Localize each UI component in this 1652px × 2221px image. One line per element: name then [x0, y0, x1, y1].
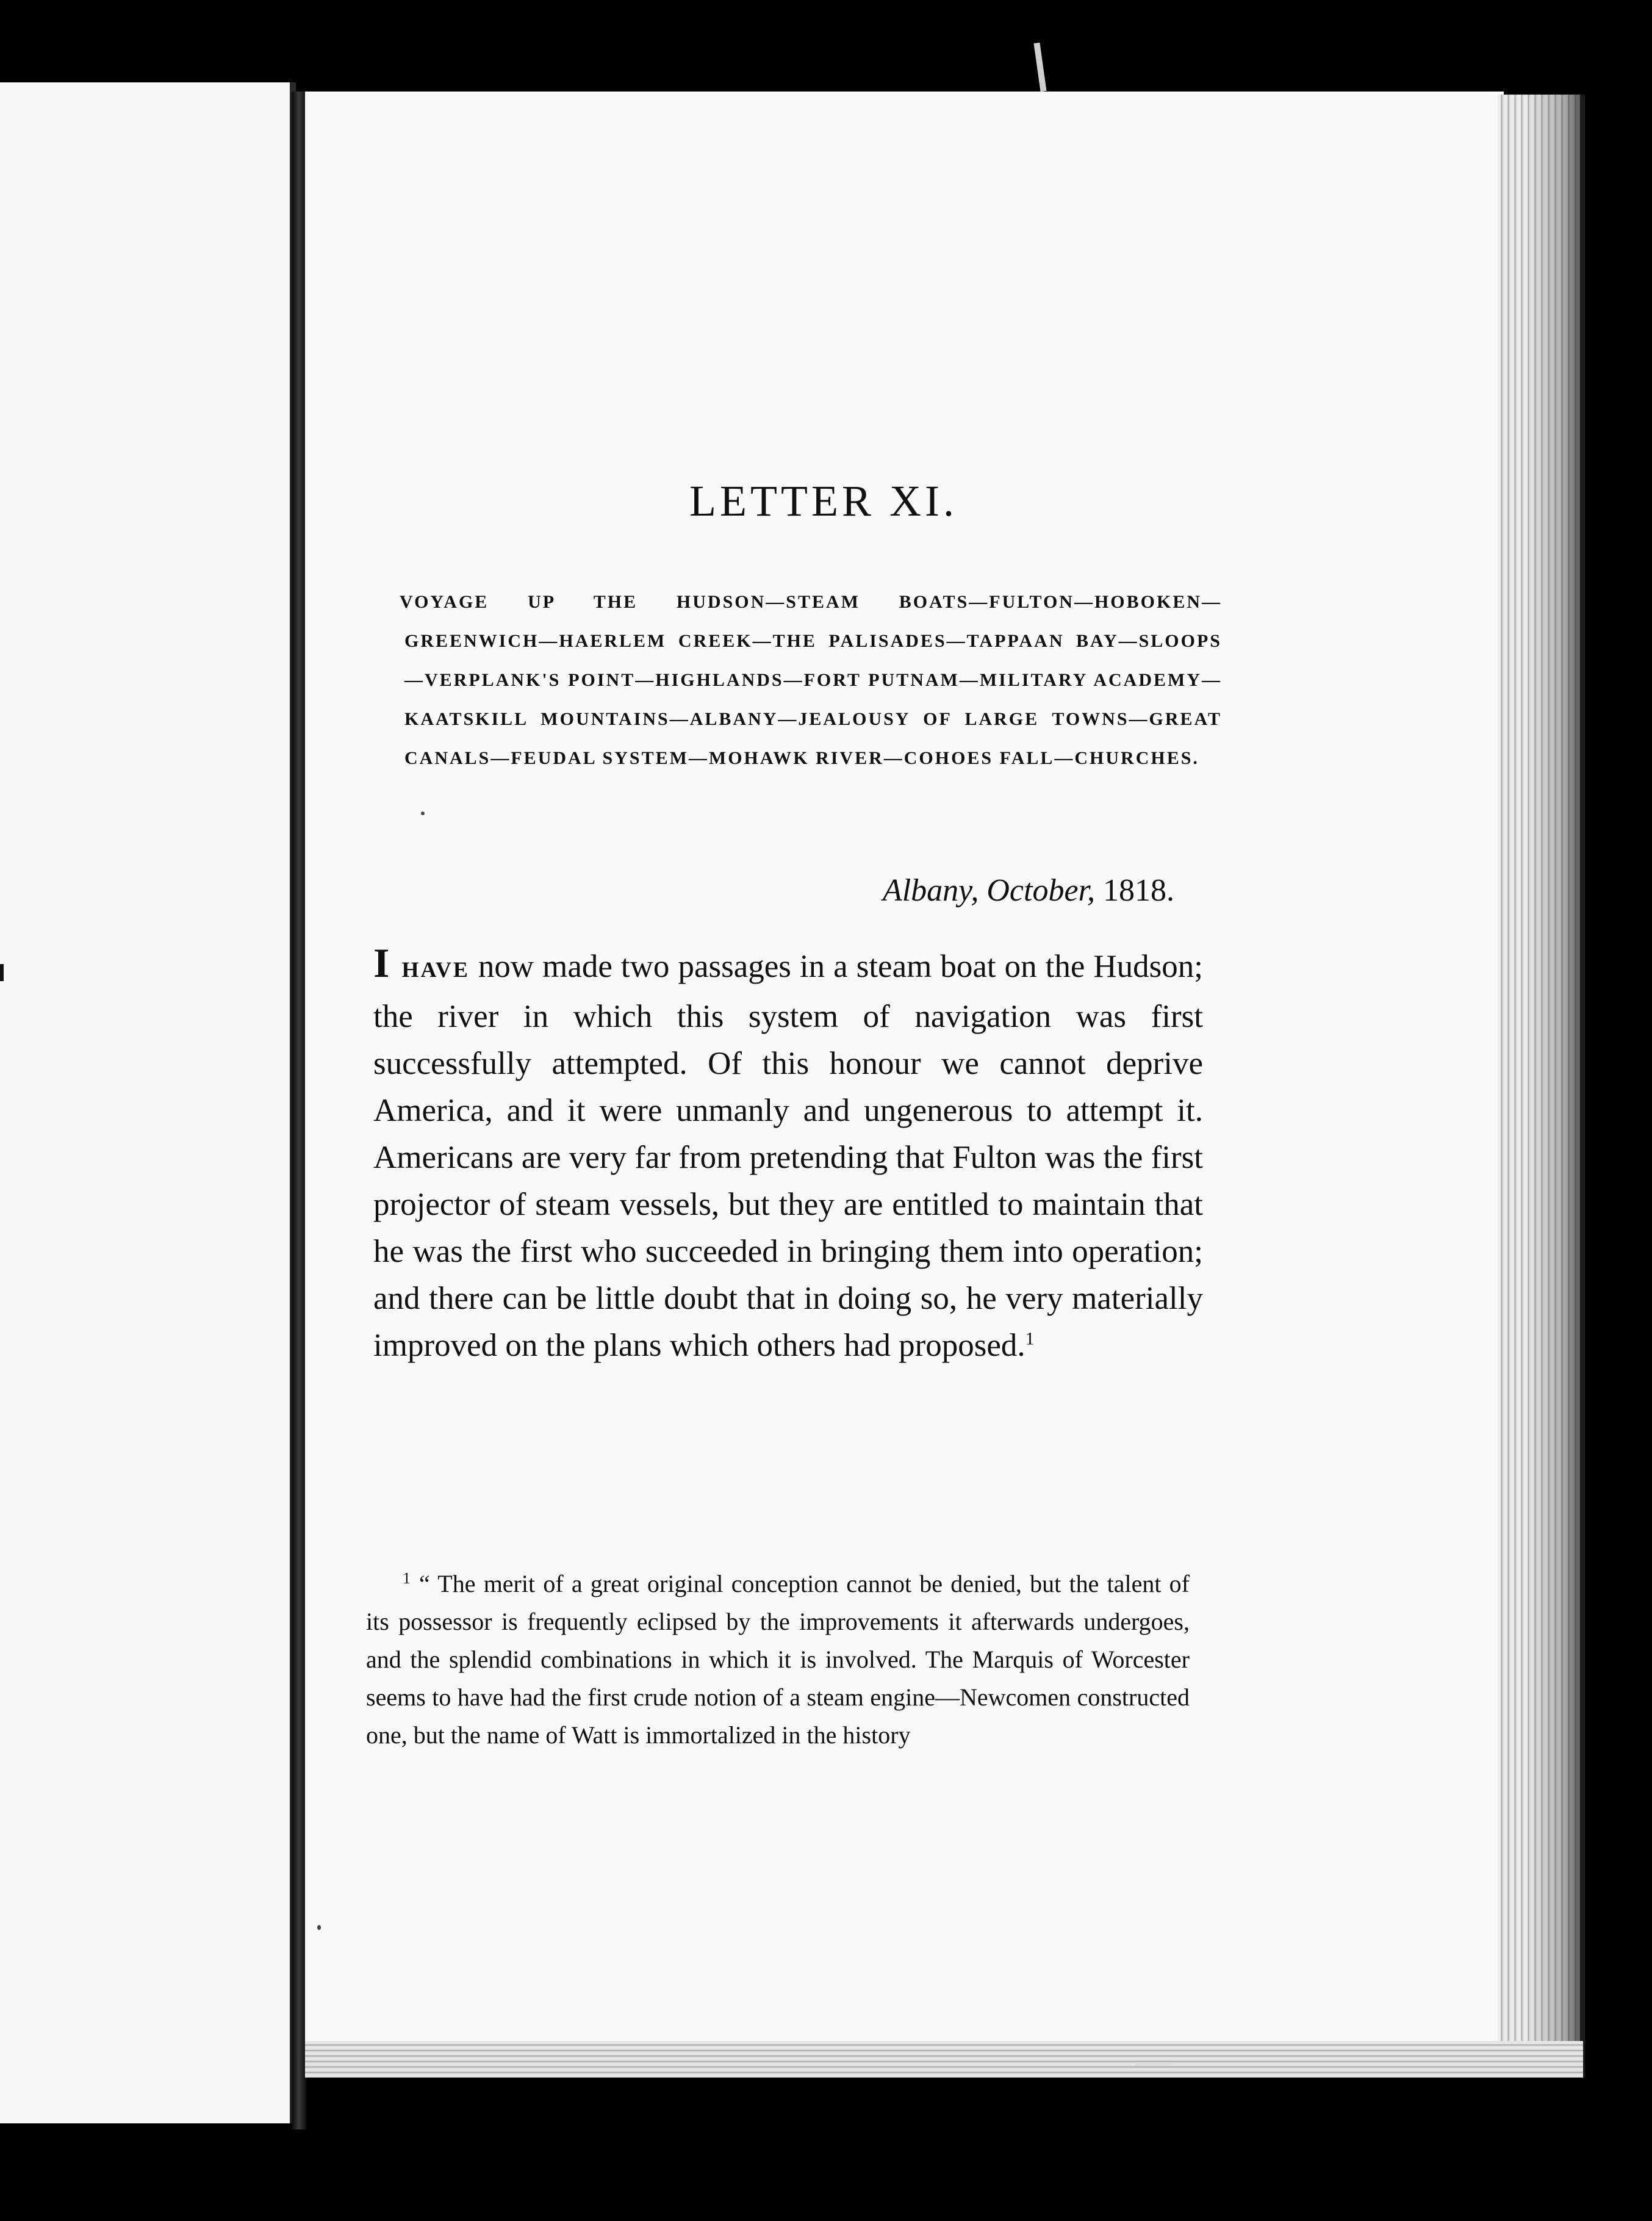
body-text: now made two passages in a steam boat on the Hudson; the river in which this system of navigation was first successfully attempted. Of this honour we cannot deprive America, and it were unmanly and ungenerous to attempt it. Americans are very far from pretending that Fulton was the first projector of steam vessels, but they are entitled to maintain that he was the first who succeeded in bringing them into operation; and there can be little doubt that in doing so, he very materially improved on the plans which others had proposed. — [373, 949, 1203, 1363]
initial-letter: I — [373, 940, 390, 986]
dateline-year: 1818. — [1103, 873, 1174, 908]
dateline — [805, 873, 1174, 909]
body-paragraph — [373, 940, 1203, 1369]
footnote-marker: 1 — [403, 1569, 411, 1587]
footnote-reference: 1 — [1025, 1328, 1035, 1349]
dateline-place: Albany, — [882, 873, 979, 908]
dateline-month: October, — [986, 873, 1095, 908]
paper-speck — [317, 1925, 321, 1930]
book-gutter — [292, 92, 306, 2129]
left-page-edge-mark — [0, 964, 4, 981]
paper-speck — [421, 812, 425, 815]
chapter-synopsis: VOYAGE UP THE HUDSON—STEAM BOATS—FULTON—HOBOKEN—GREENWICH—HAERLEM CREEK—THE PALISADES—TAPPAAN BAY—SLOOPS—VERPLANK'S POINT—HIGHLANDS—FORT PUTNAM—MILITARY ACADEMY—KAATSKILL MOUNTAINS—ALBANY—JEALOUSY OF LARGE TOWNS—GREAT CANALS—FEUDAL SYSTEM—MOHAWK RIVER—COHOES FALL—CHURCHES. — [400, 592, 1222, 768]
top-paper-tab — [1033, 43, 1046, 92]
letter-heading: LETTER XI. — [689, 477, 958, 525]
footnote — [366, 1565, 1190, 1754]
page-edge-shadow — [1525, 95, 1580, 2078]
left-facing-page — [0, 82, 296, 2123]
footnote-text: “ The merit of a great original conception cannot be denied, but the talent of its possessor is frequently eclipsed by the improvements it afterwards undergoes, and the splendid combinations in which it is involved. The Marquis of Worcester seems to have had the first crude notion of a steam engine—Newcomen constructed one, but the name of Watt is immortalized in the history — [366, 1570, 1190, 1749]
bottom-page-edge — [305, 2041, 1583, 2078]
initial-smallcaps-word: HAVE — [401, 957, 470, 982]
paper-speck — [1135, 2062, 1171, 2066]
